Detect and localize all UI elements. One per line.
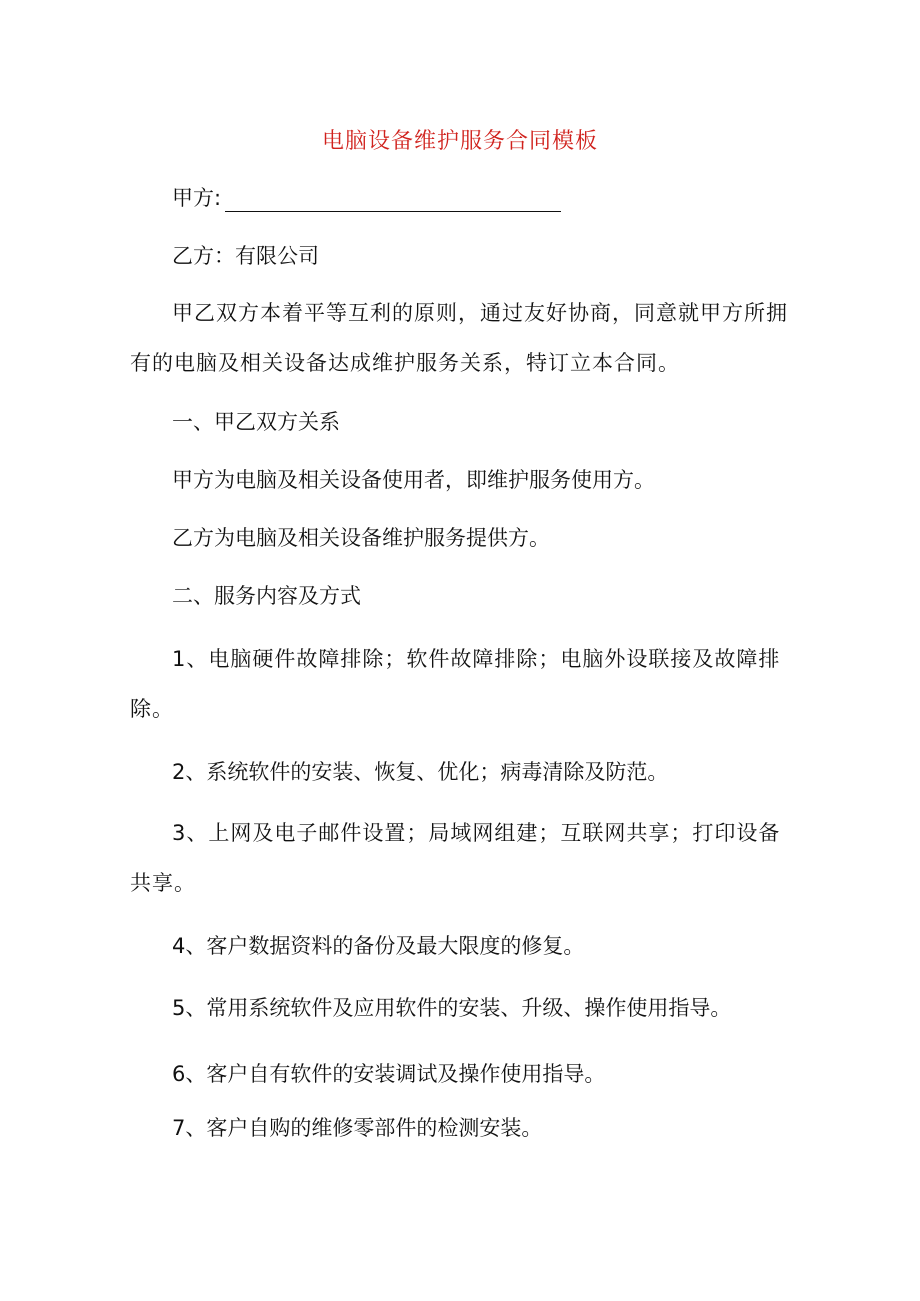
- section2-heading: 二、服务内容及方式: [172, 584, 361, 608]
- party-b-line: 乙方：有限公司: [172, 244, 319, 268]
- service-item-2: 2、系统软件的安装、恢复、优化；病毒清除及防范。: [172, 760, 669, 784]
- party-a-blank: [225, 189, 561, 212]
- service-item-3: 3、上网及电子邮件设置；局域网组建；互联网共享；打印设备共享。: [130, 821, 781, 895]
- service-item-5: 5、常用系统软件及应用软件的安装、升级、操作使用指导。: [172, 996, 732, 1020]
- service-item-7: 7、客户自购的维修零部件的检测安装。: [172, 1116, 543, 1140]
- service-item-6: 6、客户自有软件的安装调试及操作使用指导。: [172, 1062, 606, 1086]
- service-item-4: 4、客户数据资料的备份及最大限度的修复。: [172, 934, 585, 958]
- service-item-1: 1、电脑硬件故障排除；软件故障排除；电脑外设联接及故障排除。: [130, 647, 781, 721]
- party-a-line: [172, 184, 561, 212]
- section1-line-b: 乙方为电脑及相关设备维护服务提供方。: [172, 526, 550, 550]
- section1-line-a: 甲方为电脑及相关设备使用者，即维护服务使用方。: [172, 468, 655, 492]
- intro-paragraph: 甲乙双方本着平等互利的原则，通过友好协商，同意就甲方所拥有的电脑及相关设备达成维护服务关系，特订立本合同。: [130, 301, 788, 375]
- document-title: 电脑设备维护服务合同模板: [321, 129, 598, 154]
- party-a-label: 甲方:: [172, 186, 222, 210]
- section1-heading: 一、甲乙双方关系: [172, 410, 340, 434]
